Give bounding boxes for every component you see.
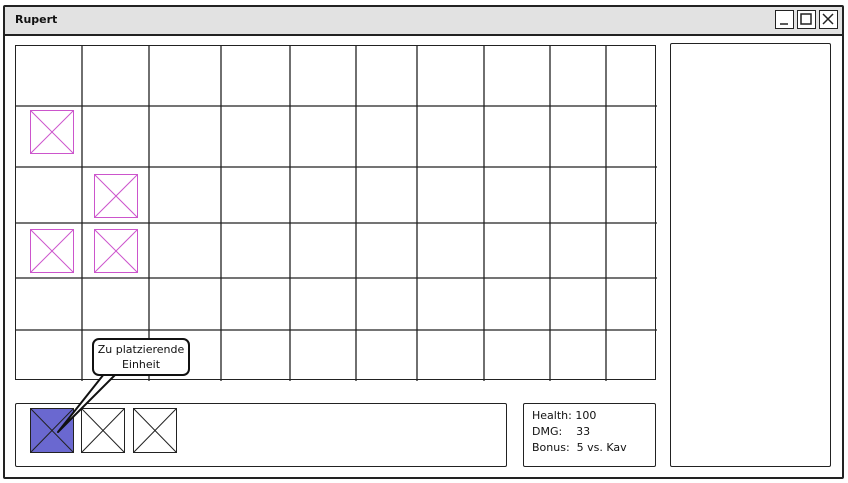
placed-unit[interactable] <box>94 229 138 273</box>
unit-placeholder-icon <box>31 111 75 155</box>
stat-health: Health: 100 <box>532 409 597 422</box>
unit-placeholder-icon <box>134 409 178 454</box>
game-board[interactable] <box>15 45 656 380</box>
minimize-icon <box>776 11 792 27</box>
maximize-button[interactable] <box>797 10 816 29</box>
close-button[interactable] <box>819 10 838 29</box>
callout-tooltip <box>92 338 190 376</box>
unit-stats-panel <box>523 403 656 467</box>
unit-placeholder-icon <box>31 230 75 274</box>
placed-unit[interactable] <box>30 110 74 154</box>
close-icon <box>820 11 836 27</box>
unit-placeholder-icon <box>31 409 75 454</box>
tray-unit[interactable] <box>81 408 125 453</box>
callout-line-1: Zu platzierende <box>97 343 185 356</box>
placed-unit[interactable] <box>94 174 138 218</box>
tray-unit-selected[interactable] <box>30 408 74 453</box>
title-bar <box>5 7 842 36</box>
unit-placeholder-icon <box>95 175 139 219</box>
unit-placeholder-icon <box>95 230 139 274</box>
side-panel <box>670 43 831 467</box>
unit-placeholder-icon <box>82 409 126 454</box>
stat-dmg: DMG: 33 <box>532 425 591 438</box>
maximize-icon <box>798 11 814 27</box>
minimize-button[interactable] <box>775 10 794 29</box>
callout-line-2: Einheit <box>121 358 161 371</box>
tray-unit[interactable] <box>133 408 177 453</box>
placed-unit[interactable] <box>30 229 74 273</box>
window-title: Rupert <box>15 13 58 26</box>
stat-bonus: Bonus: 5 vs. Kav <box>532 441 627 454</box>
